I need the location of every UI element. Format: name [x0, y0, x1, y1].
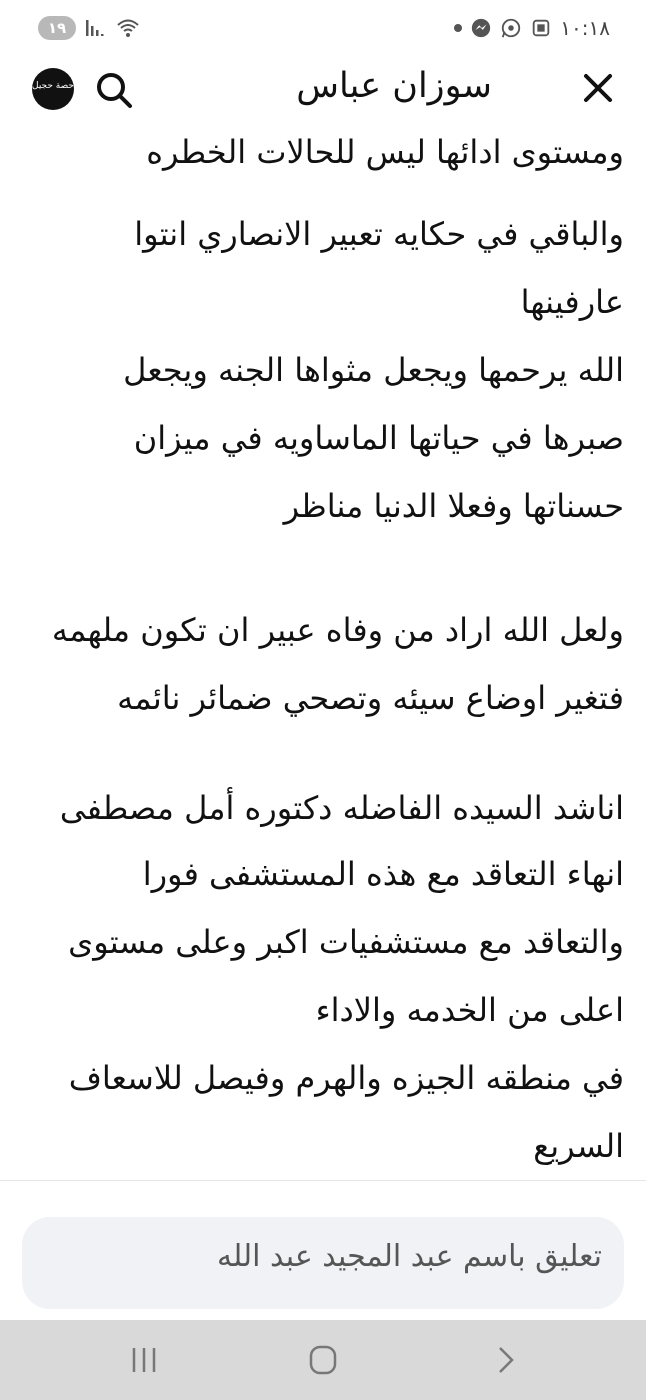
status-left-group — [38, 16, 140, 40]
back-icon[interactable] — [486, 1342, 526, 1378]
screenshot-icon — [530, 17, 552, 39]
comment-placeholder: تعليق باسم عبد المجيد عبد الله — [217, 1239, 602, 1274]
post-text-line: اناشد السيده الفاضله دكتوره أمل مصطفى — [59, 789, 624, 827]
home-icon[interactable] — [303, 1342, 343, 1378]
wifi-icon — [116, 16, 140, 40]
recent-apps-icon[interactable] — [124, 1342, 164, 1378]
post-text-line: ولعل الله اراد من وفاه عبير ان تكون ملهمه — [51, 611, 624, 649]
notification-dot-icon — [454, 24, 462, 32]
messenger-icon — [470, 17, 492, 39]
battery-icon: ١٩ — [38, 16, 76, 40]
post-text-line: انهاء التعاقد مع هذه المستشفى فورا — [142, 855, 624, 893]
page-title: سوزان عباس — [296, 66, 492, 106]
search-icon[interactable] — [94, 70, 134, 110]
post-text-line: عارفينها — [520, 283, 624, 321]
post-text-line: اعلى من الخدمه والاداء — [315, 991, 624, 1029]
post-text-line: السريع — [533, 1127, 624, 1165]
signal-icon — [84, 16, 108, 40]
post-text-line: ومستوى ادائها ليس للحالات الخطره — [146, 133, 624, 171]
close-icon[interactable] — [580, 70, 616, 106]
whatsapp-icon — [500, 17, 522, 39]
post-text-line: والتعاقد مع مستشفيات اكبر وعلى مستوى — [68, 923, 624, 961]
post-text-line: صبرها في حياتها الماساويه في ميزان — [133, 419, 624, 457]
comment-bar — [0, 1180, 646, 1321]
comment-input[interactable] — [22, 1217, 624, 1309]
status-right-group — [454, 16, 610, 40]
system-nav-bar — [0, 1320, 646, 1400]
post-text-line: الله يرحمها ويجعل مثواها الجنه ويجعل — [123, 351, 624, 389]
post-header — [0, 56, 646, 122]
avatar-logo-text: حصة حجيل — [32, 81, 74, 91]
post-text-line: والباقي في حكايه تعبير الانصاري انتوا — [134, 215, 624, 253]
post-text-line: في منطقه الجيزه والهرم وفيصل للاسعاف — [68, 1059, 624, 1097]
status-bar — [0, 0, 646, 56]
clock: ١٠:١٨ — [560, 16, 610, 40]
post-content — [0, 122, 646, 1204]
post-text-line: فتغير اوضاع سيئه وتصحي ضمائر نائمه — [117, 679, 624, 717]
avatar[interactable] — [32, 68, 74, 110]
post-text-line: حسناتها وفعلا الدنيا مناظر — [283, 487, 624, 525]
